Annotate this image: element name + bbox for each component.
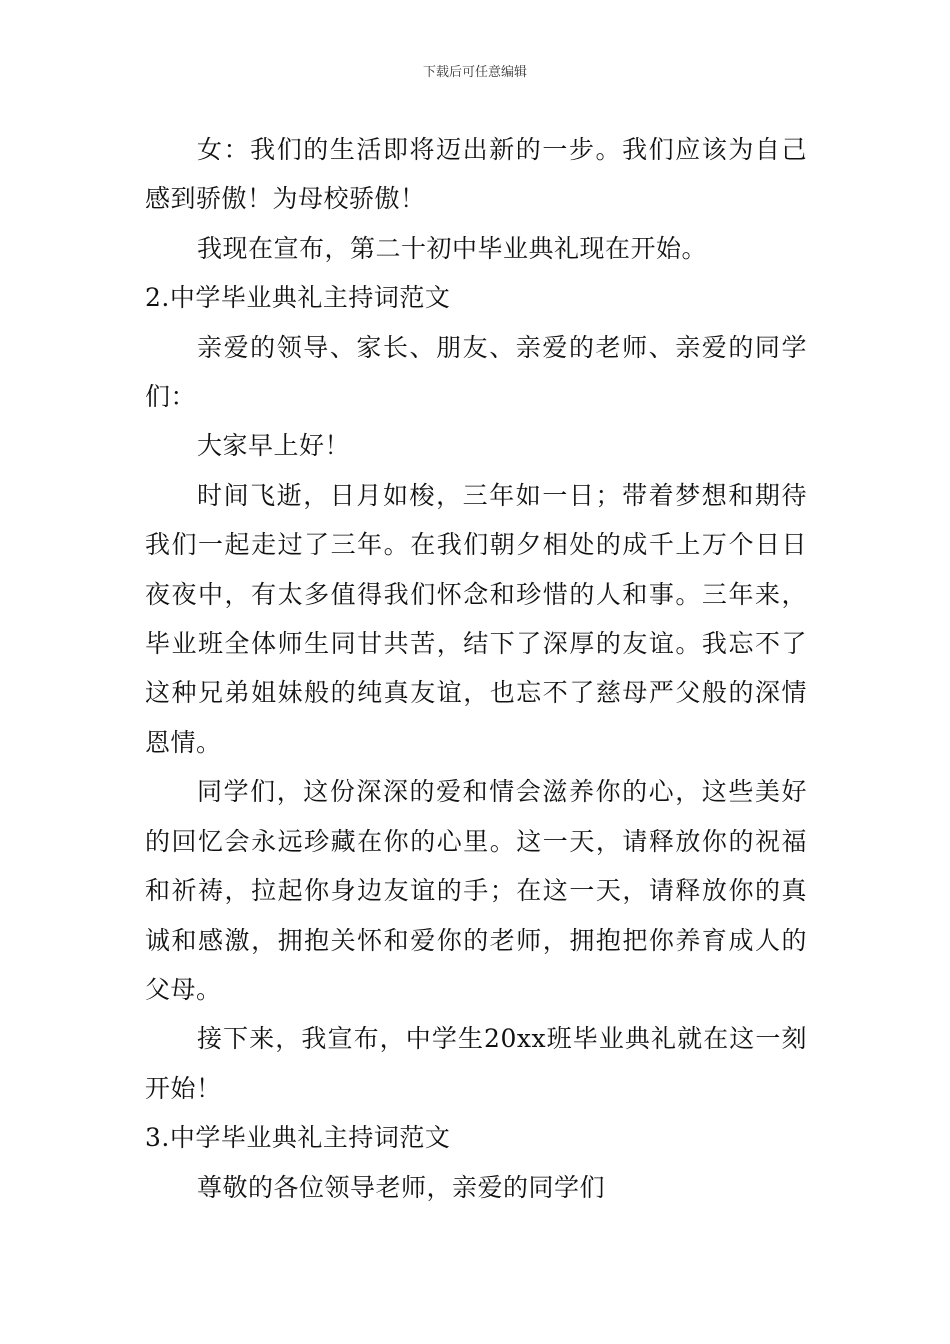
paragraph-8: 尊敬的各位领导老师，亲爱的同学们 [197, 1172, 606, 1202]
paragraph-1: 女：我们的生活即将迈出新的一步。我们应该为自己感到骄傲！为母校骄傲！ [145, 135, 807, 214]
paragraph-4: 大家早上好！ [197, 431, 351, 461]
paragraph-6: 同学们，这份深深的爱和情会滋养你的心，这些美好的回忆会永远珍藏在你的心里。这一天，请释放你的祝福和祈祷，拉起你身边友谊的手；在这一天，请释放你的真诚和感激，拥抱关怀和爱你的老师，拥抱把你养育成人的父母。 [145, 777, 807, 1004]
paragraph-3: 亲爱的领导、家长、朋友、亲爱的老师、亲爱的同学们： [145, 332, 807, 412]
paragraph-7: 接下来，我宣布，中学生20xx班毕业典礼就在这一刻开始！ [145, 1024, 807, 1103]
section-heading-3: 3.中学毕业典礼主持词范文 [145, 1123, 451, 1153]
document-body [145, 125, 807, 1212]
section-heading-2: 2.中学毕业典礼主持词范文 [145, 283, 451, 313]
paragraph-2: 我现在宣布，第二十初中毕业典礼现在开始。 [197, 233, 708, 263]
paragraph-5: 时间飞逝，日月如梭，三年如一日；带着梦想和期待我们一起走过了三年。在我们朝夕相处的成千上万个日日夜夜中，有太多值得我们怀念和珍惜的人和事。三年来，毕业班全体师生同甘共苦，结下了深厚的友谊。我忘不了这种兄弟姐妹般的纯真友谊，也忘不了慈母严父般的深情恩情。 [145, 480, 807, 757]
page-header-note: 下载后可任意编辑 [422, 65, 527, 80]
